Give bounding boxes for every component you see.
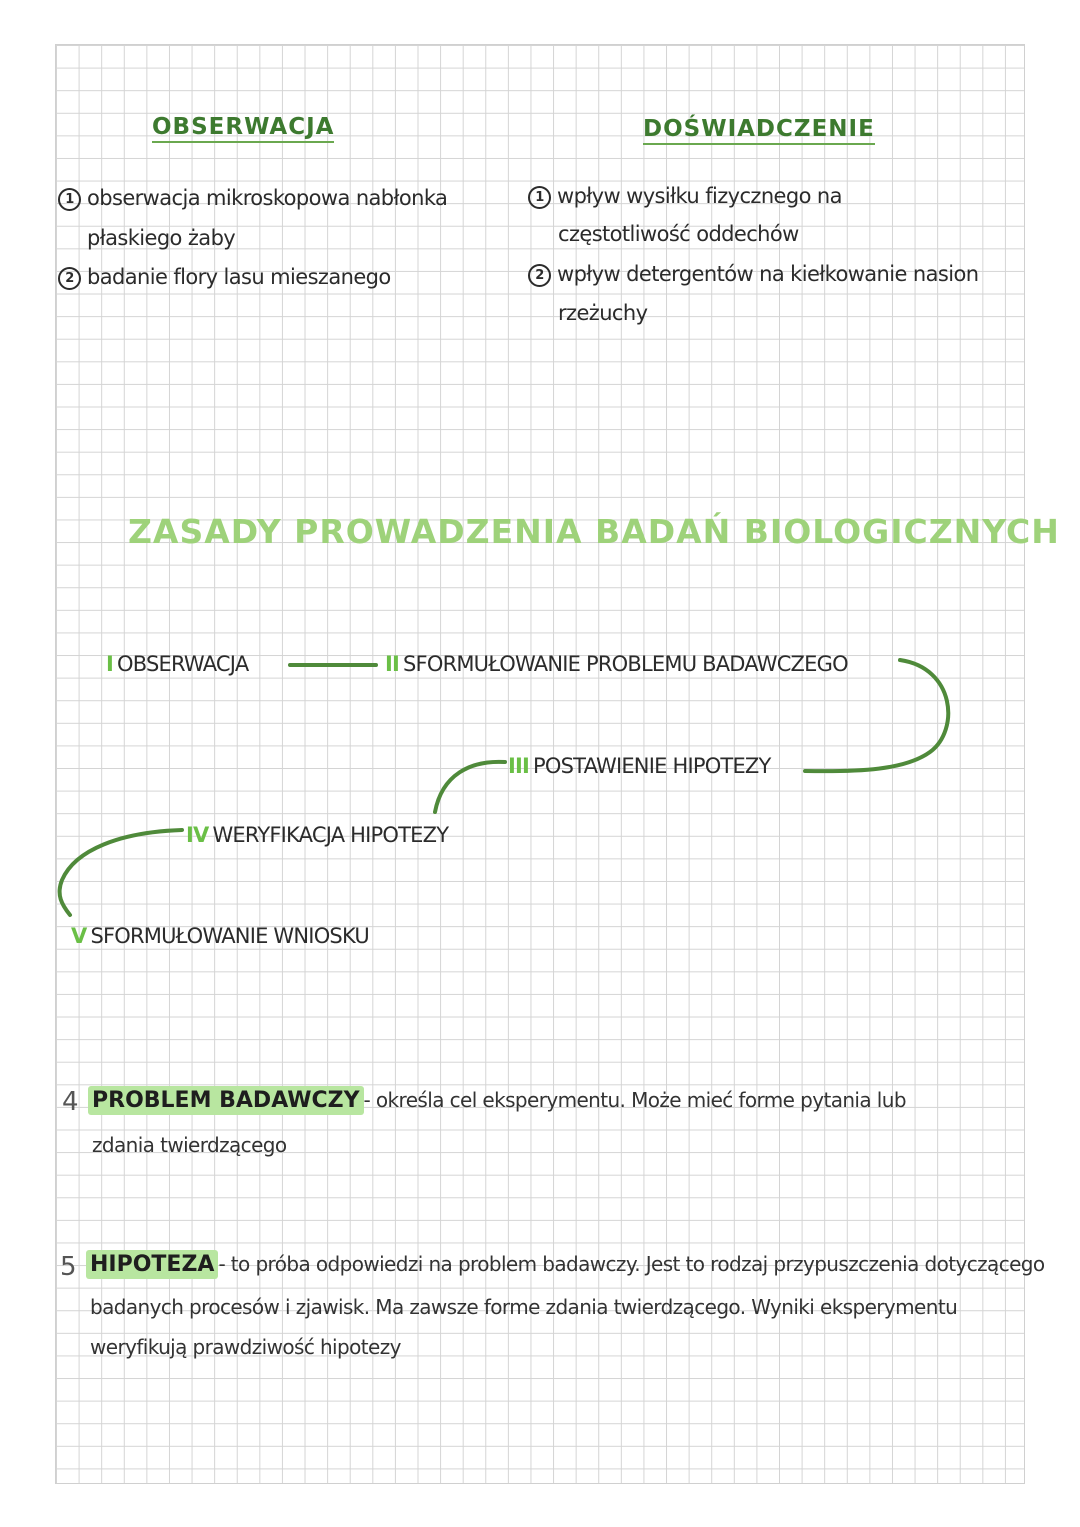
experiment-item-2: 2 wpływ detergentów na kiełkowanie nasion bbox=[528, 262, 978, 287]
observation-item-2: 2 badanie flory lasu mieszanego bbox=[58, 265, 391, 290]
observation-item-1: 1 obserwacja mikroskopowa nabłonka bbox=[58, 186, 447, 211]
number-circle-icon: 1 bbox=[528, 186, 551, 209]
page-title: ZASADY PROWADZENIA BADAŃ BIOLOGICZNYCH bbox=[128, 512, 1060, 551]
number-circle-icon: 1 bbox=[58, 188, 81, 211]
observation-item-1-cont: płaskiego żaby bbox=[87, 226, 236, 250]
definition-hypothesis: HIPOTEZA - to próba odpowiedzi na problem badawczy. Jest to rodzaj przypuszczenia dotyczącego bbox=[86, 1252, 1045, 1277]
definition-number: 4 bbox=[62, 1087, 79, 1117]
experiment-item-2-cont: rzeżuchy bbox=[558, 301, 648, 325]
definition-number: 5 bbox=[60, 1252, 77, 1282]
highlighted-term: PROBLEM BADAWCZY bbox=[88, 1086, 364, 1115]
step-5: V SFORMUŁOWANIE WNIOSKU bbox=[71, 924, 369, 948]
experiment-heading: DOŚWIADCZENIE bbox=[643, 116, 875, 145]
step-2: II SFORMUŁOWANIE PROBLEMU BADAWCZEGO bbox=[385, 652, 848, 676]
definition-problem: PROBLEM BADAWCZY - określa cel eksperymentu. Może mieć forme pytania lub bbox=[88, 1088, 906, 1113]
step-3: III POSTAWIENIE HIPOTEZY bbox=[508, 754, 771, 778]
definition-hypothesis-cont-2: weryfikują prawdziwość hipotezy bbox=[90, 1335, 401, 1359]
observation-heading: OBSERWACJA bbox=[152, 114, 334, 143]
experiment-item-1-cont: częstotliwość oddechów bbox=[558, 222, 799, 246]
definition-hypothesis-cont-1: badanych procesów i zjawisk. Ma zawsze forme zdania twierdzącego. Wyniki eksperymentu bbox=[90, 1295, 958, 1319]
connector-2-3 bbox=[805, 660, 948, 771]
step-4: IV WERYFIKACJA HIPOTEZY bbox=[186, 823, 449, 847]
connector-3-4 bbox=[435, 762, 505, 812]
definition-problem-cont: zdania twierdzącego bbox=[92, 1133, 287, 1157]
highlighted-term: HIPOTEZA bbox=[86, 1250, 218, 1279]
connector-4-5 bbox=[60, 830, 182, 915]
experiment-item-1: 1 wpływ wysiłku fizycznego na bbox=[528, 184, 842, 209]
number-circle-icon: 2 bbox=[528, 264, 551, 287]
number-circle-icon: 2 bbox=[58, 267, 81, 290]
step-1: I OBSERWACJA bbox=[106, 652, 249, 676]
